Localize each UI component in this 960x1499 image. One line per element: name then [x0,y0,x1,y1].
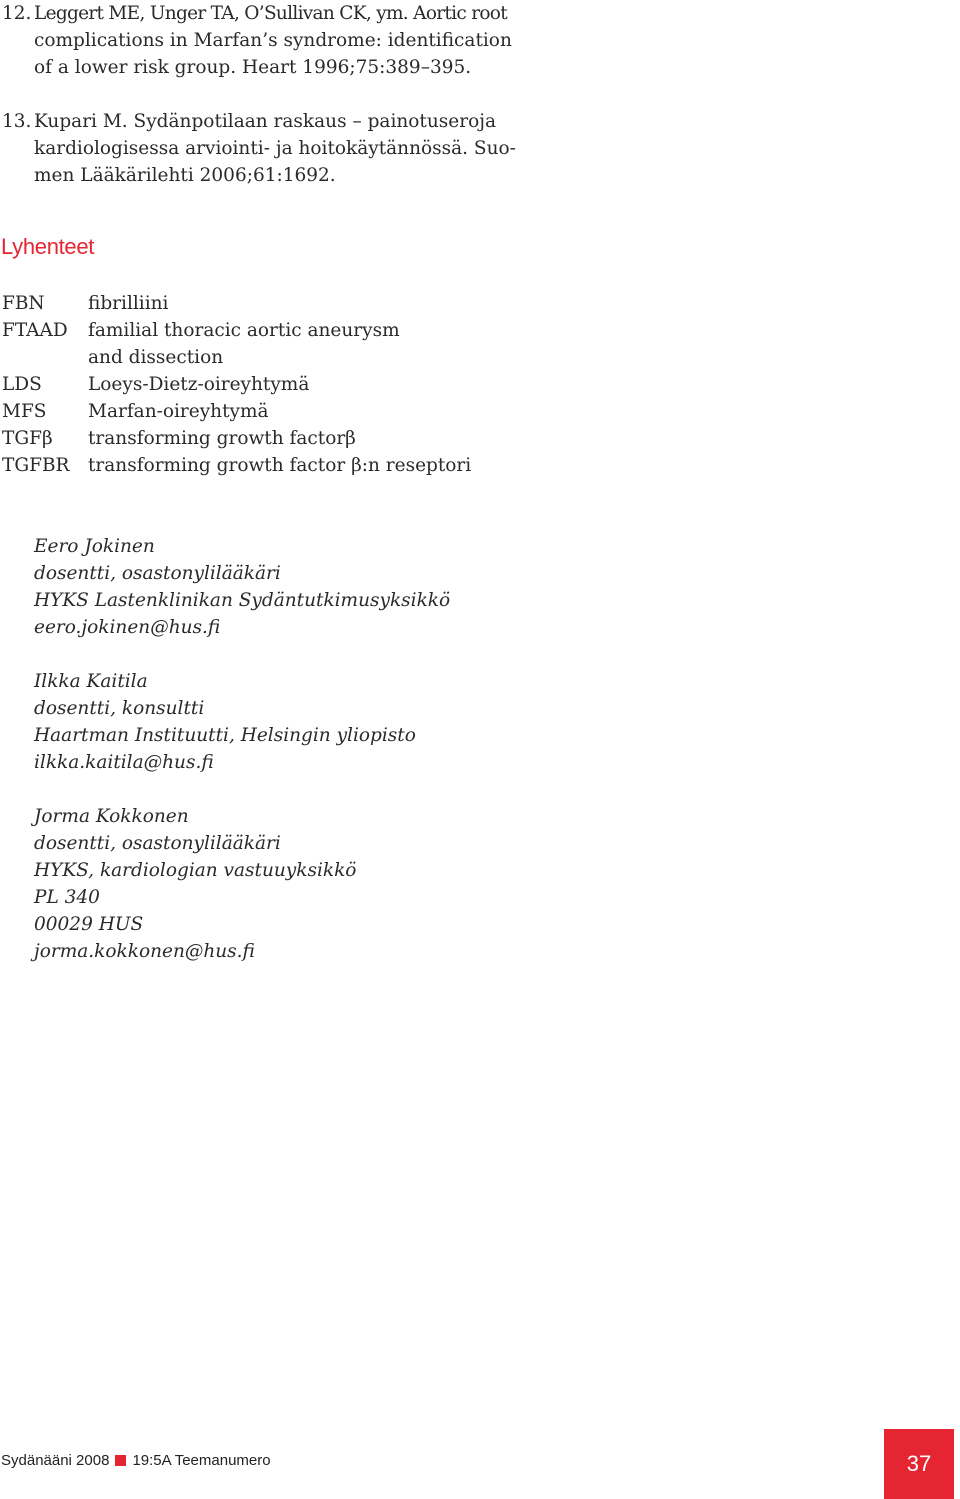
author-email: jorma.kokkonen@hus.fi [34,941,255,962]
abbreviation-definition: fibrilliini [88,293,169,314]
abbreviation-definition: familial thoracic aortic aneurysm and dissection [88,320,400,368]
author-block [34,803,450,965]
author-affiliation: HYKS Lastenklinikan Sydäntutkimusyksikkö [34,590,451,611]
author-name: Ilkka Kaitila [34,671,148,692]
author-name: Eero Jokinen [34,536,155,557]
abbreviation-definition: transforming growth factorβ [88,428,356,449]
author-postal-code: 00029 HUS [34,914,144,935]
reference-line: men Lääkärilehti 2006;61:1692. [34,165,336,186]
author-affiliation: HYKS, kardiologian vastuuyksikkö [34,860,357,881]
reference-line: of a lower risk group. Heart 1996;75:389–395. [34,57,472,78]
footer-separator-square [115,1455,126,1466]
reference-item [2,0,512,81]
abbreviation-definition: Marfan-oireyhtymä [88,401,269,422]
abbreviation-row [2,452,488,479]
abbreviation-definition: transforming growth factor β:n reseptori [88,455,472,476]
reference-item [2,108,516,189]
abbreviation-list [2,290,488,479]
abbreviation-term: LDS [2,374,42,395]
author-title: dosentti, osastonylilääkäri [34,833,281,854]
reference-text [34,108,516,189]
reference-line: Leggert ME, Unger TA, O’Sullivan CK, ym. Aortic root [34,3,507,24]
page-number: 37 [906,1451,932,1476]
abbreviation-row [2,290,488,317]
abbreviation-term: TGFBR [2,455,70,476]
abbreviation-term: FBN [2,293,45,314]
author-list [34,533,450,992]
page-number-box [884,1429,954,1499]
abbreviation-row [2,317,488,371]
reference-number: 12. [2,3,32,24]
author-name: Jorma Kokkonen [34,806,189,827]
author-affiliation: Haartman Instituutti, Helsingin yliopisto [34,725,416,746]
footer-publication: Sydänääni 2008 [1,1452,110,1469]
reference-line: Kupari M. Sydänpotilaan raskaus – painotuseroja [34,111,496,132]
abbreviation-row [2,398,488,425]
abbreviation-row [2,425,488,452]
reference-line: kardiologisessa arviointi- ja hoitokäytännössä. Suo- [34,138,516,159]
reference-text [34,0,512,81]
footer-publication-info [1,1452,271,1469]
reference-list [2,0,516,216]
reference-line: complications in Marfan’s syndrome: identification [34,30,512,51]
author-email: eero.jokinen@hus.fi [34,617,221,638]
author-title: dosentti, konsultti [34,698,205,719]
abbreviation-definition: Loeys-Dietz-oireyhtymä [88,374,310,395]
abbreviation-term: FTAAD [2,320,68,341]
author-title: dosentti, osastonylilääkäri [34,563,281,584]
author-email: ilkka.kaitila@hus.fi [34,752,214,773]
author-address: PL 340 [34,887,100,908]
reference-number: 13. [2,111,32,132]
author-block [34,533,450,641]
footer-issue: 19:5A Teemanumero [132,1452,271,1469]
author-block [34,668,450,776]
abbreviation-term: MFS [2,401,47,422]
abbreviation-term: TGFβ [2,428,53,449]
abbreviation-row [2,371,488,398]
abbreviations-heading: Lyhenteet [1,234,95,259]
